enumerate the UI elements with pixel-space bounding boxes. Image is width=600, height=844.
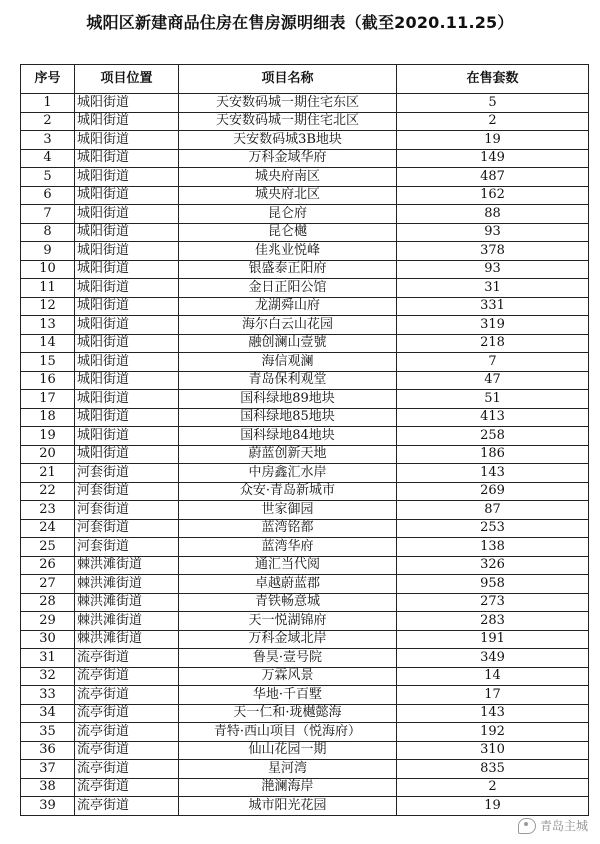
cell-seq: 37 <box>21 760 75 779</box>
table-row <box>21 112 589 131</box>
cell-location: 城阳街道 <box>75 445 179 464</box>
cell-project-name: 青特·西山项目（悦海府） <box>179 723 397 742</box>
header-location: 项目位置 <box>75 65 179 94</box>
table-row <box>21 353 589 372</box>
cell-units-for-sale: 17 <box>397 686 589 705</box>
cell-location: 城阳街道 <box>75 168 179 187</box>
cell-project-name: 中房鑫汇水岸 <box>179 464 397 483</box>
cell-project-name: 金日正阳公馆 <box>179 279 397 298</box>
cell-project-name: 蔚蓝创新天地 <box>179 445 397 464</box>
cell-seq: 21 <box>21 464 75 483</box>
page-title: 城阳区新建商品住房在售房源明细表（截至2020.11.25） <box>86 13 514 32</box>
table-row <box>21 760 589 779</box>
cell-units-for-sale: 413 <box>397 408 589 427</box>
cell-project-name: 城央府南区 <box>179 168 397 187</box>
table-row <box>21 445 589 464</box>
cell-units-for-sale: 192 <box>397 723 589 742</box>
cell-location: 城阳街道 <box>75 297 179 316</box>
cell-units-for-sale: 378 <box>397 242 589 261</box>
cell-location: 河套街道 <box>75 519 179 538</box>
cell-seq: 4 <box>21 149 75 168</box>
table-row <box>21 168 589 187</box>
cell-project-name: 青铁畅意城 <box>179 593 397 612</box>
cell-seq: 13 <box>21 316 75 335</box>
cell-location: 城阳街道 <box>75 353 179 372</box>
cell-seq: 6 <box>21 186 75 205</box>
cell-units-for-sale: 331 <box>397 297 589 316</box>
cell-location: 城阳街道 <box>75 334 179 353</box>
cell-units-for-sale: 19 <box>397 797 589 816</box>
cell-location: 城阳街道 <box>75 149 179 168</box>
cell-location: 流亭街道 <box>75 741 179 760</box>
cell-seq: 18 <box>21 408 75 427</box>
cell-units-for-sale: 283 <box>397 612 589 631</box>
cell-project-name: 国科绿地85地块 <box>179 408 397 427</box>
cell-units-for-sale: 93 <box>397 223 589 242</box>
table-row <box>21 149 589 168</box>
cell-units-for-sale: 7 <box>397 353 589 372</box>
cell-location: 流亭街道 <box>75 797 179 816</box>
cell-project-name: 万霖风景 <box>179 667 397 686</box>
cell-seq: 30 <box>21 630 75 649</box>
cell-location: 河套街道 <box>75 501 179 520</box>
cell-project-name: 鲁昊·壹号院 <box>179 649 397 668</box>
cell-units-for-sale: 93 <box>397 260 589 279</box>
cell-location: 棘洪滩街道 <box>75 556 179 575</box>
cell-seq: 29 <box>21 612 75 631</box>
cell-seq: 14 <box>21 334 75 353</box>
cell-units-for-sale: 138 <box>397 538 589 557</box>
cell-seq: 34 <box>21 704 75 723</box>
cell-location: 城阳街道 <box>75 408 179 427</box>
table-row <box>21 390 589 409</box>
cell-seq: 23 <box>21 501 75 520</box>
cell-project-name: 万科金域北岸 <box>179 630 397 649</box>
cell-location: 流亭街道 <box>75 778 179 797</box>
cell-location: 城阳街道 <box>75 279 179 298</box>
table-row <box>21 186 589 205</box>
table-row <box>21 797 589 816</box>
table-row <box>21 556 589 575</box>
cell-location: 流亭街道 <box>75 704 179 723</box>
cell-location: 河套街道 <box>75 482 179 501</box>
cell-units-for-sale: 349 <box>397 649 589 668</box>
cell-project-name: 华地·千百墅 <box>179 686 397 705</box>
cell-units-for-sale: 326 <box>397 556 589 575</box>
cell-units-for-sale: 51 <box>397 390 589 409</box>
cell-units-for-sale: 191 <box>397 630 589 649</box>
cell-seq: 12 <box>21 297 75 316</box>
cell-location: 城阳街道 <box>75 94 179 113</box>
cell-units-for-sale: 87 <box>397 501 589 520</box>
cell-seq: 20 <box>21 445 75 464</box>
table-row <box>21 242 589 261</box>
cell-project-name: 星河湾 <box>179 760 397 779</box>
table-row <box>21 131 589 150</box>
cell-seq: 39 <box>21 797 75 816</box>
table-header-row <box>21 65 589 94</box>
cell-seq: 2 <box>21 112 75 131</box>
table-row <box>21 464 589 483</box>
cell-seq: 25 <box>21 538 75 557</box>
table-row <box>21 501 589 520</box>
cell-location: 棘洪滩街道 <box>75 593 179 612</box>
cell-units-for-sale: 186 <box>397 445 589 464</box>
cell-location: 流亭街道 <box>75 760 179 779</box>
cell-project-name: 昆仑樾 <box>179 223 397 242</box>
cell-project-name: 卓越蔚蓝郡 <box>179 575 397 594</box>
cell-location: 城阳街道 <box>75 390 179 409</box>
table-body <box>21 94 589 816</box>
table-row <box>21 723 589 742</box>
table-row <box>21 667 589 686</box>
table-row <box>21 427 589 446</box>
cell-location: 城阳街道 <box>75 316 179 335</box>
cell-units-for-sale: 2 <box>397 112 589 131</box>
table-row <box>21 593 589 612</box>
cell-seq: 7 <box>21 205 75 224</box>
cell-units-for-sale: 19 <box>397 131 589 150</box>
cell-units-for-sale: 143 <box>397 704 589 723</box>
cell-units-for-sale: 149 <box>397 149 589 168</box>
cell-seq: 31 <box>21 649 75 668</box>
table-row <box>21 260 589 279</box>
table-row <box>21 371 589 390</box>
table-row <box>21 741 589 760</box>
cell-project-name: 国科绿地89地块 <box>179 390 397 409</box>
cell-location: 城阳街道 <box>75 131 179 150</box>
cell-seq: 15 <box>21 353 75 372</box>
cell-location: 城阳街道 <box>75 260 179 279</box>
cell-seq: 35 <box>21 723 75 742</box>
cell-seq: 24 <box>21 519 75 538</box>
table-row <box>21 686 589 705</box>
cell-project-name: 万科金域华府 <box>179 149 397 168</box>
cell-project-name: 世家御园 <box>179 501 397 520</box>
cell-location: 棘洪滩街道 <box>75 612 179 631</box>
cell-units-for-sale: 5 <box>397 94 589 113</box>
watermark-text: 青岛主城 <box>539 819 588 833</box>
table-row <box>21 205 589 224</box>
cell-seq: 19 <box>21 427 75 446</box>
table-row <box>21 279 589 298</box>
cell-project-name: 融创澜山壹號 <box>179 334 397 353</box>
cell-location: 城阳街道 <box>75 223 179 242</box>
cell-project-name: 银盛泰正阳府 <box>179 260 397 279</box>
cell-seq: 16 <box>21 371 75 390</box>
cell-project-name: 城市阳光花园 <box>179 797 397 816</box>
table-row <box>21 408 589 427</box>
cell-units-for-sale: 47 <box>397 371 589 390</box>
table-row <box>21 334 589 353</box>
cell-seq: 36 <box>21 741 75 760</box>
cell-project-name: 天一仁和·珑樾懿海 <box>179 704 397 723</box>
table-row <box>21 649 589 668</box>
cell-project-name: 佳兆业悦峰 <box>179 242 397 261</box>
cell-project-name: 昆仑府 <box>179 205 397 224</box>
cell-project-name: 青岛保利观堂 <box>179 371 397 390</box>
cell-units-for-sale: 218 <box>397 334 589 353</box>
cell-units-for-sale: 88 <box>397 205 589 224</box>
cell-location: 城阳街道 <box>75 427 179 446</box>
cell-seq: 32 <box>21 667 75 686</box>
cell-project-name: 海信观澜 <box>179 353 397 372</box>
cell-project-name: 蓝湾华府 <box>179 538 397 557</box>
cell-seq: 11 <box>21 279 75 298</box>
cell-seq: 5 <box>21 168 75 187</box>
cell-seq: 9 <box>21 242 75 261</box>
cell-project-name: 滟澜海岸 <box>179 778 397 797</box>
cell-location: 城阳街道 <box>75 205 179 224</box>
table-row <box>21 575 589 594</box>
cell-seq: 1 <box>21 94 75 113</box>
cell-units-for-sale: 143 <box>397 464 589 483</box>
table-row <box>21 94 589 113</box>
header-units-for-sale: 在售套数 <box>397 65 589 94</box>
cell-location: 河套街道 <box>75 538 179 557</box>
watermark <box>518 817 588 834</box>
cell-project-name: 仙山花园一期 <box>179 741 397 760</box>
cell-units-for-sale: 487 <box>397 168 589 187</box>
cell-seq: 8 <box>21 223 75 242</box>
cell-location: 河套街道 <box>75 464 179 483</box>
cell-project-name: 天安数码城3B地块 <box>179 131 397 150</box>
table-row <box>21 297 589 316</box>
cell-units-for-sale: 14 <box>397 667 589 686</box>
cell-units-for-sale: 958 <box>397 575 589 594</box>
cell-location: 城阳街道 <box>75 242 179 261</box>
table-row <box>21 704 589 723</box>
cell-project-name: 天安数码城一期住宅东区 <box>179 94 397 113</box>
cell-units-for-sale: 253 <box>397 519 589 538</box>
cell-units-for-sale: 162 <box>397 186 589 205</box>
table-row <box>21 630 589 649</box>
table-row <box>21 223 589 242</box>
cell-location: 流亭街道 <box>75 649 179 668</box>
cell-units-for-sale: 2 <box>397 778 589 797</box>
cell-units-for-sale: 269 <box>397 482 589 501</box>
cell-seq: 17 <box>21 390 75 409</box>
listing-table <box>20 64 589 816</box>
table-row <box>21 538 589 557</box>
cell-project-name: 天安数码城一期住宅北区 <box>179 112 397 131</box>
cell-project-name: 蓝湾铭都 <box>179 519 397 538</box>
cell-location: 流亭街道 <box>75 667 179 686</box>
cell-units-for-sale: 319 <box>397 316 589 335</box>
cell-units-for-sale: 31 <box>397 279 589 298</box>
table-row <box>21 316 589 335</box>
table-row <box>21 612 589 631</box>
cell-seq: 28 <box>21 593 75 612</box>
cell-project-name: 国科绿地84地块 <box>179 427 397 446</box>
cell-location: 流亭街道 <box>75 723 179 742</box>
cell-seq: 38 <box>21 778 75 797</box>
cell-project-name: 天一悦湖锦府 <box>179 612 397 631</box>
cell-seq: 22 <box>21 482 75 501</box>
cell-units-for-sale: 310 <box>397 741 589 760</box>
cell-location: 棘洪滩街道 <box>75 575 179 594</box>
cell-units-for-sale: 835 <box>397 760 589 779</box>
cell-seq: 10 <box>21 260 75 279</box>
cell-seq: 33 <box>21 686 75 705</box>
cell-seq: 3 <box>21 131 75 150</box>
cell-project-name: 城央府北区 <box>179 186 397 205</box>
table-row <box>21 519 589 538</box>
cell-location: 城阳街道 <box>75 371 179 390</box>
cell-seq: 27 <box>21 575 75 594</box>
cell-project-name: 通汇当代阅 <box>179 556 397 575</box>
table-row <box>21 778 589 797</box>
cell-project-name: 龙湖舜山府 <box>179 297 397 316</box>
table-row <box>21 482 589 501</box>
cell-project-name: 海尔白云山花园 <box>179 316 397 335</box>
cell-location: 城阳街道 <box>75 112 179 131</box>
cell-units-for-sale: 273 <box>397 593 589 612</box>
cell-project-name: 众安·青岛新城市 <box>179 482 397 501</box>
cell-location: 棘洪滩街道 <box>75 630 179 649</box>
wechat-bubble-icon <box>518 818 536 834</box>
cell-seq: 26 <box>21 556 75 575</box>
header-seq: 序号 <box>21 65 75 94</box>
cell-units-for-sale: 258 <box>397 427 589 446</box>
header-project-name: 项目名称 <box>179 65 397 94</box>
cell-location: 流亭街道 <box>75 686 179 705</box>
cell-location: 城阳街道 <box>75 186 179 205</box>
